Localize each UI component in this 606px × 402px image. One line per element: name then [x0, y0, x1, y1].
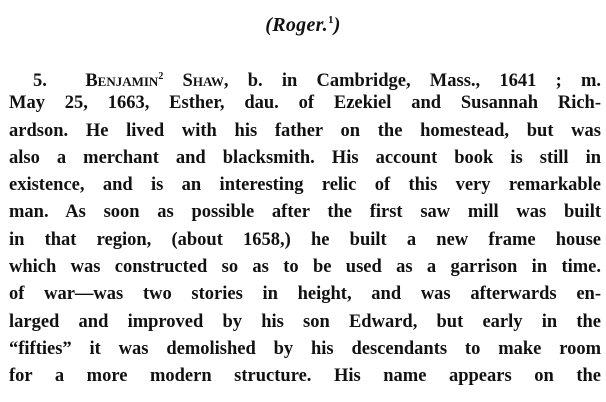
entry-first-line-rest: , b. in Cambridge, Mass., 1641 ; m. [223, 71, 601, 91]
generation-mark: 2 [158, 71, 164, 82]
heading-close: ) [333, 14, 341, 36]
page-heading [0, 14, 606, 37]
text-line: also a merchant and blacksmith. His account book is still in [9, 147, 601, 168]
text-line: larged and improved by his son Edward, but early in the [9, 311, 601, 332]
text-line: of war—was two stories in height, and was afterwards en- [9, 284, 601, 305]
text-line: May 25, 1663, Esther, dau. of Ezekiel and Susannah Rich- [9, 93, 601, 114]
text-line: “fifties” it was demolished by his descendants to make room [9, 338, 601, 359]
entry-number: 5. [33, 71, 47, 91]
entry-first-line [9, 63, 601, 90]
text-line: which was constructed so as to be used as a garrison in time. [9, 257, 601, 278]
entry-paragraph [9, 63, 601, 391]
text-line: in that region, (about 1658,) he built a new frame house [9, 229, 601, 250]
text-line: man. As soon as possible after the first saw mill was built [9, 202, 601, 223]
heading-text: (Roger. [265, 14, 328, 36]
entry-surname: Shaw [182, 71, 224, 91]
text-line: ardson. He lived with his father on the homestead, but was [9, 120, 601, 141]
entry-given-name: Benjamin [85, 71, 159, 91]
text-line: for a more modern structure. His name appears on the [9, 366, 601, 387]
heading-note-mark: 1 [327, 14, 334, 26]
text-line: existence, and is an interesting relic of this very remarkable [9, 175, 601, 196]
